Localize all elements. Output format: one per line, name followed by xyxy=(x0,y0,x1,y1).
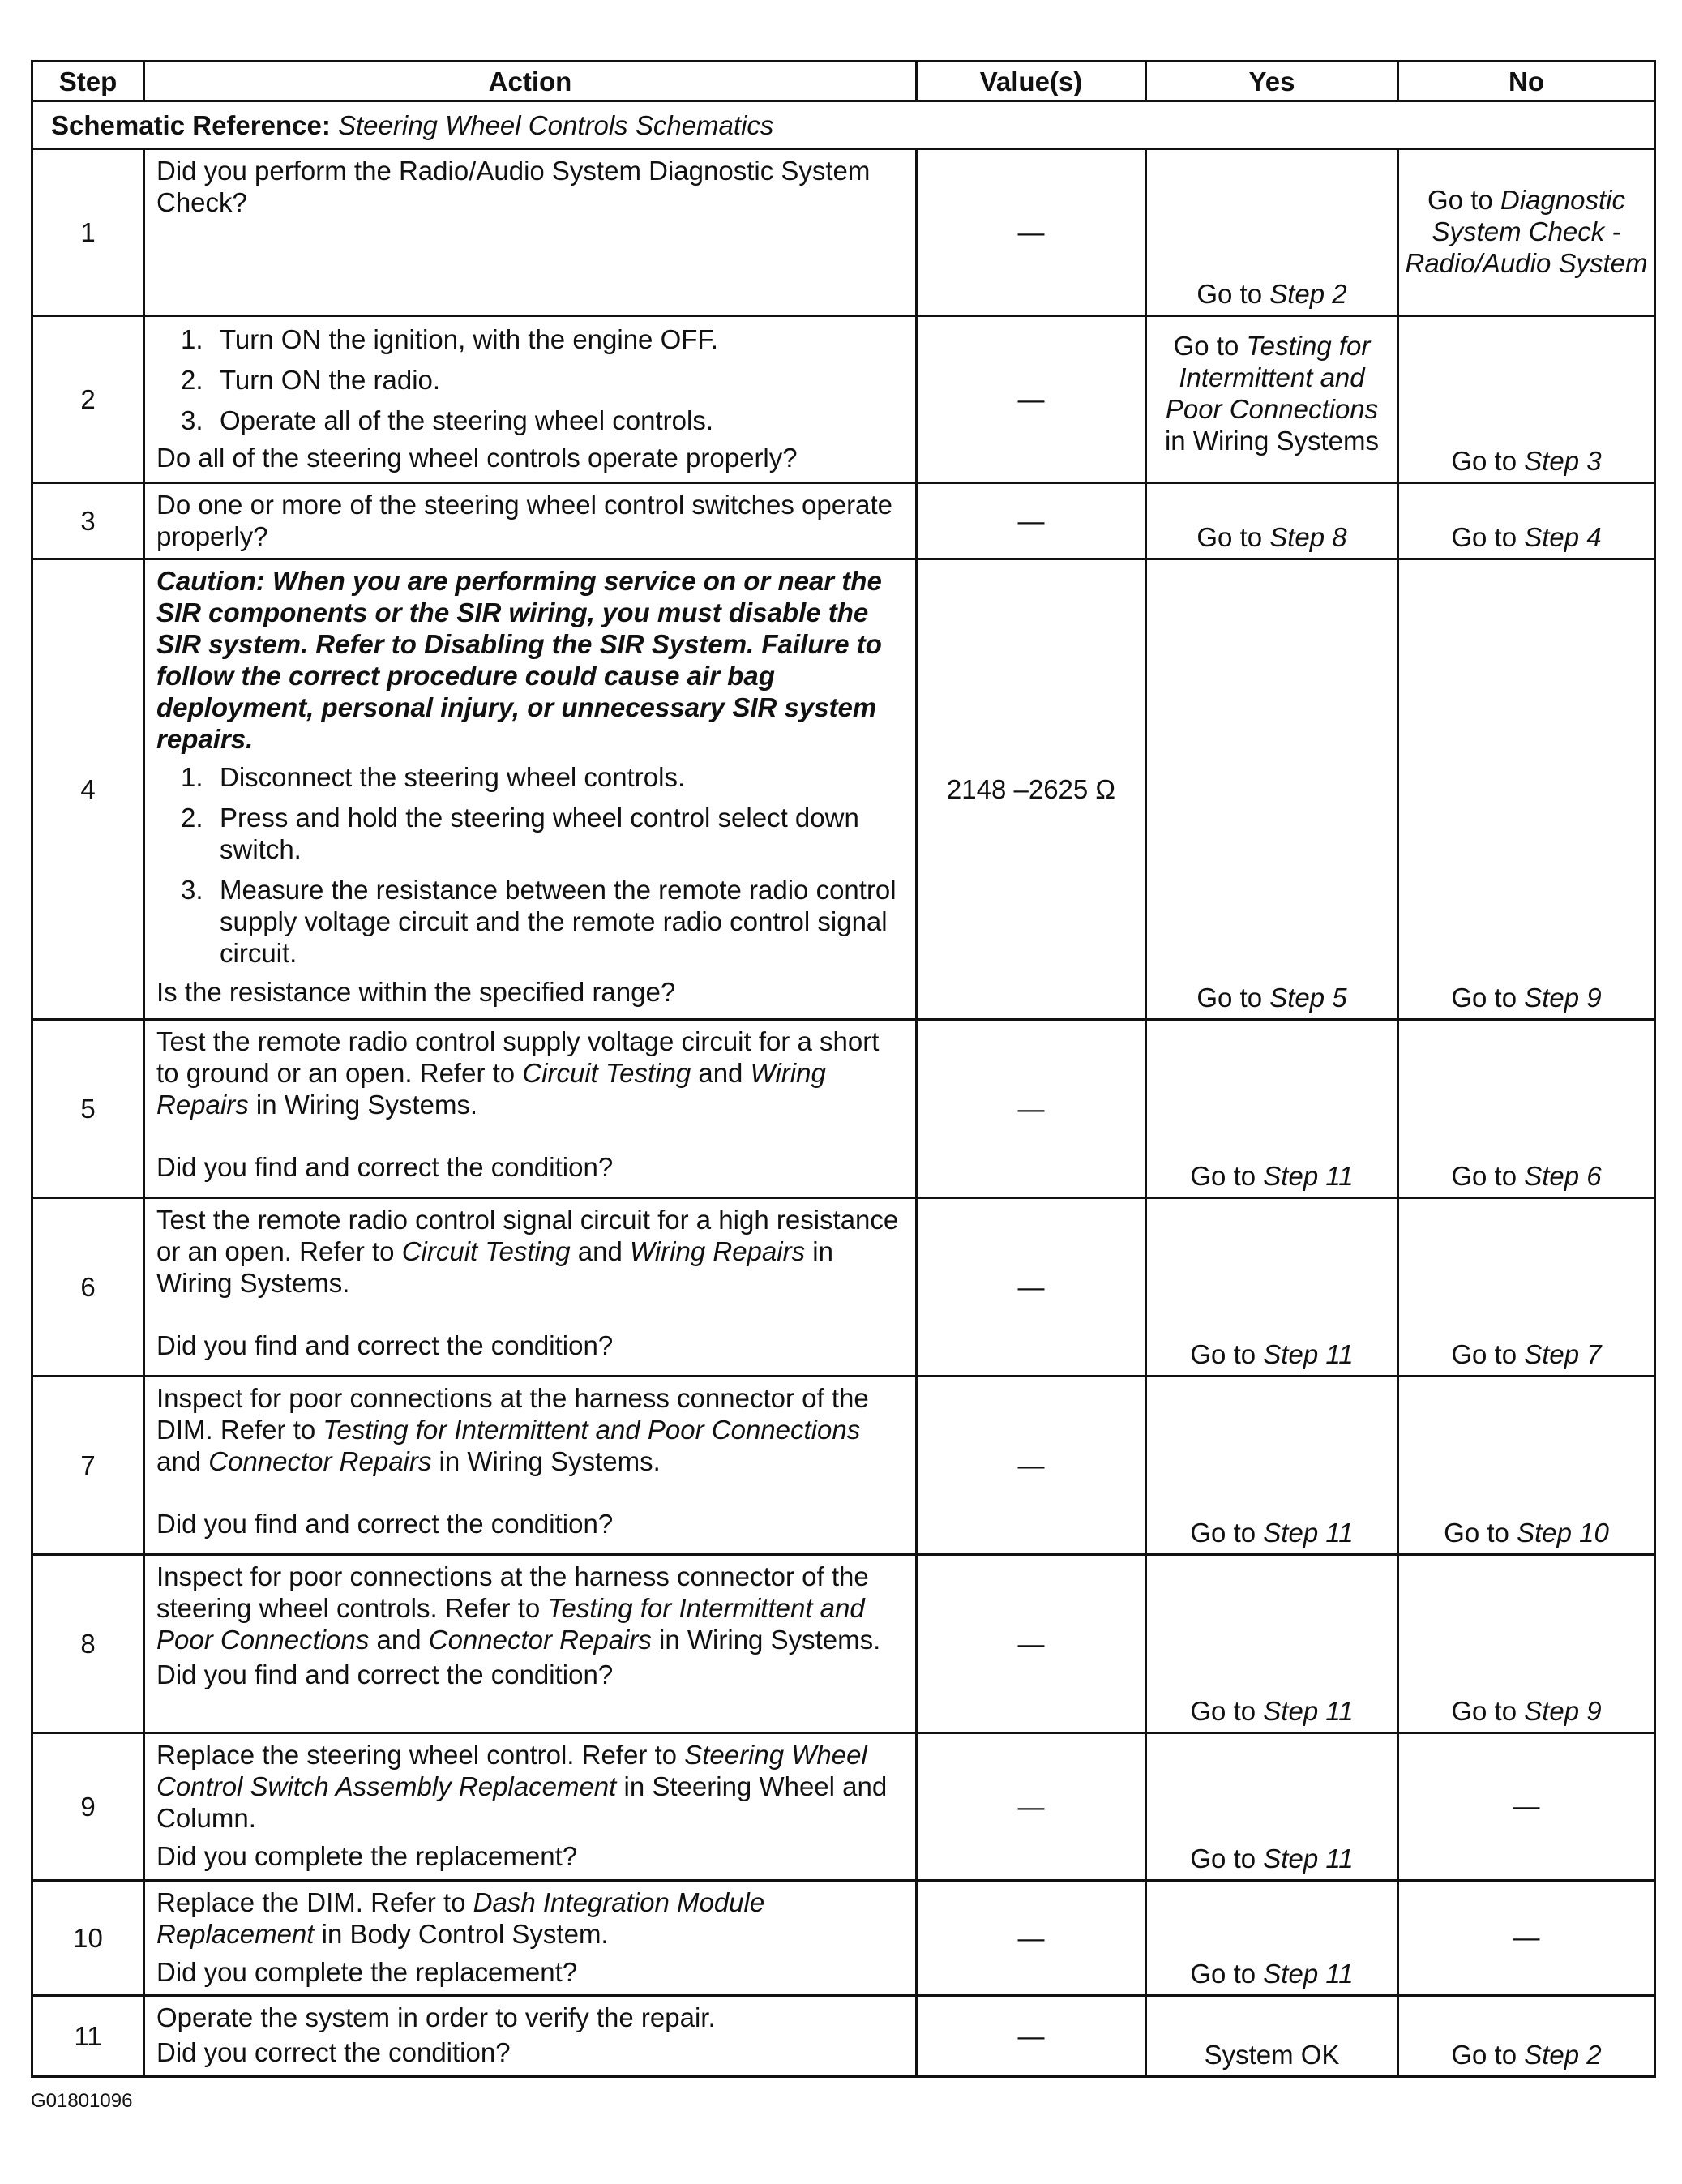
yes-cell: System OK xyxy=(1146,1996,1398,2077)
header-step: Step xyxy=(32,62,144,101)
table-row xyxy=(32,316,1655,483)
yes-cell: Go to Step 11 xyxy=(1146,1377,1398,1555)
step-link[interactable]: Step 10 xyxy=(1517,1518,1609,1548)
table-row xyxy=(32,1198,1655,1377)
table-row xyxy=(32,1020,1655,1198)
table-row xyxy=(32,1377,1655,1555)
list-item: 2. Turn ON the radio. xyxy=(181,365,441,395)
action-question: Did you find and correct the condition? xyxy=(156,1152,614,1182)
action-question: Did you find and correct the condition? xyxy=(156,1509,614,1539)
no-cell: Go to Step 4 xyxy=(1398,483,1655,559)
testing-link[interactable]: Testing for Intermittent and Poor Connections xyxy=(156,1593,865,1655)
no-cell: Go to Step 9 xyxy=(1398,1555,1655,1733)
table-row xyxy=(32,1996,1655,2077)
diagnostic-table-container xyxy=(31,60,1654,2078)
goto-text: Go to xyxy=(1196,279,1270,309)
step-link[interactable]: Step 11 xyxy=(1263,1696,1354,1726)
no-cell: Go to Step 3 xyxy=(1398,316,1655,483)
action-text: Inspect for poor connections at the harness connector of the steering wheel controls. Refer to Testing for Intermittent and Poor Connections and Connector Repairs in Wiring Systems. xyxy=(156,1561,881,1655)
value-cell: — xyxy=(917,316,1146,483)
action-cell xyxy=(144,483,917,559)
step-number: 2 xyxy=(32,316,144,483)
yes-cell: Go to Step 11 xyxy=(1146,1198,1398,1377)
figure-id: G01801096 xyxy=(31,2090,133,2112)
wiring-repairs-link[interactable]: Wiring Repairs xyxy=(629,1236,806,1266)
step-number: 7 xyxy=(32,1377,144,1555)
no-cell: Go to Step 10 xyxy=(1398,1377,1655,1555)
action-cell xyxy=(144,1555,917,1733)
step-number: 9 xyxy=(32,1733,144,1881)
circuit-testing-link[interactable]: Circuit Testing xyxy=(522,1058,691,1088)
no-cell: Go to Step 9 xyxy=(1398,559,1655,1020)
action-text: Did you perform the Radio/Audio System Diagnostic System Check? xyxy=(156,156,871,217)
action-cell xyxy=(144,316,917,483)
step-number: 4 xyxy=(32,559,144,1020)
step-link[interactable]: Step 11 xyxy=(1263,1959,1354,1989)
value-cell: 2148 –2625 Ω xyxy=(917,559,1146,1020)
action-cell xyxy=(144,1996,917,2077)
action-text: Test the remote radio control supply voltage circuit for a short to ground or an open. Refer to Circuit Testing and Wiring Repairs in Wiring Systems. xyxy=(156,1026,880,1120)
step-number: 6 xyxy=(32,1198,144,1377)
table-row xyxy=(32,559,1655,1020)
yes-cell: Go to Step 11 xyxy=(1146,1555,1398,1733)
schematic-label: Schematic Reference: xyxy=(51,109,331,140)
action-steps xyxy=(156,323,905,436)
action-question: Did you find and correct the condition? xyxy=(156,1659,614,1689)
yes-cell xyxy=(1146,149,1398,316)
no-cell xyxy=(1398,149,1655,316)
step-link[interactable]: Step 7 xyxy=(1524,1339,1602,1369)
action-text: Inspect for poor connections at the harness connector of the DIM. Refer to Testing for Intermittent and Poor Connections and Connector Repairs in Wiring Systems. xyxy=(156,1383,869,1476)
schematic-link[interactable]: Steering Wheel Controls Schematics xyxy=(338,109,774,140)
yes-cell: Go to Step 11 xyxy=(1146,1020,1398,1198)
value-cell: — xyxy=(917,1733,1146,1881)
list-item: 2. Press and hold the steering wheel control select down switch. xyxy=(181,803,859,864)
list-item: 1. Disconnect the steering wheel controls. xyxy=(181,762,686,792)
no-cell: Go to Step 6 xyxy=(1398,1020,1655,1198)
list-item: 3. Operate all of the steering wheel controls. xyxy=(181,405,714,435)
action-cell xyxy=(144,1377,917,1555)
action-steps xyxy=(156,761,905,969)
action-question: Is the resistance within the specified range? xyxy=(156,977,676,1007)
list-item: 3. Measure the resistance between the remote radio control supply voltage circuit and the remote radio control signal circuit. xyxy=(181,875,897,968)
header-no: No xyxy=(1398,62,1655,101)
step-link[interactable]: Step 8 xyxy=(1269,522,1347,552)
step-link[interactable]: Step 11 xyxy=(1263,1339,1354,1369)
action-text: Do one or more of the steering wheel control switches operate properly? xyxy=(156,490,892,551)
action-question: Did you complete the replacement? xyxy=(156,1957,578,1987)
header-row xyxy=(32,62,1655,101)
no-cell: Go to Step 7 xyxy=(1398,1198,1655,1377)
yes-cell: Go to Testing for Intermittent and Poor Connections in Wiring Systems xyxy=(1146,316,1398,483)
step-number: 11 xyxy=(32,1996,144,2077)
action-cell xyxy=(144,149,917,316)
header-yes: Yes xyxy=(1146,62,1398,101)
action-cell xyxy=(144,1733,917,1881)
value-cell: — xyxy=(917,149,1146,316)
step-link[interactable]: Step 9 xyxy=(1524,983,1602,1013)
value-cell: — xyxy=(917,1198,1146,1377)
yes-cell: Go to Step 8 xyxy=(1146,483,1398,559)
step-number: 1 xyxy=(32,149,144,316)
circuit-testing-link[interactable]: Circuit Testing xyxy=(401,1236,571,1266)
diagnostic-check-link[interactable]: Diagnostic System Check - Radio/Audio System xyxy=(1405,185,1648,278)
action-question: Did you complete the replacement? xyxy=(156,1841,578,1871)
value-cell: — xyxy=(917,483,1146,559)
testing-link[interactable]: Testing for Intermittent and Poor Connections xyxy=(323,1415,861,1445)
list-item: 1. Turn ON the ignition, with the engine OFF. xyxy=(181,324,719,354)
no-cell: — xyxy=(1398,1733,1655,1881)
table-row xyxy=(32,149,1655,316)
replacement-link[interactable]: Steering Wheel Control Switch Assembly Replacement xyxy=(156,1740,867,1801)
wiring-repairs-link[interactable]: Wiring Repairs xyxy=(156,1058,826,1120)
action-cell xyxy=(144,1198,917,1377)
step-number: 3 xyxy=(32,483,144,559)
step-link[interactable]: Step 11 xyxy=(1263,1161,1354,1191)
table-row xyxy=(32,1881,1655,1996)
action-cell xyxy=(144,559,917,1020)
action-text: Test the remote radio control signal circuit for a high resistance or an open. Refer to Circuit Testing and Wiring Repairs in Wiring Systems. xyxy=(156,1205,899,1298)
caution-text: Caution: When you are performing service on or near the SIR components or the SIR wiring, you must disable the SIR system. Refer to Disabling the SIR System. Failure to follow the correct procedure could cause air bag deployment, personal injury, or unnecessary SIR system repairs. xyxy=(156,566,882,754)
value-cell: — xyxy=(917,1996,1146,2077)
testing-link[interactable]: Testing for Intermittent and Poor Connections xyxy=(1165,331,1379,424)
action-text: Replace the DIM. Refer to Dash Integration Module Replacement in Body Control System. xyxy=(156,1887,765,1949)
step-link[interactable]: Step 11 xyxy=(1263,1518,1354,1548)
action-question: Do all of the steering wheel controls operate properly? xyxy=(156,443,798,473)
table-row xyxy=(32,1555,1655,1733)
step-number: 8 xyxy=(32,1555,144,1733)
step-link[interactable]: Step 6 xyxy=(1524,1161,1602,1191)
step-link[interactable]: Step 5 xyxy=(1269,983,1347,1013)
schematic-reference xyxy=(32,101,1655,149)
no-cell: Go to Step 2 xyxy=(1398,1996,1655,2077)
step-link[interactable]: Step 3 xyxy=(1524,446,1602,476)
step-link[interactable]: Step 11 xyxy=(1263,1844,1354,1874)
header-action: Action xyxy=(144,62,917,101)
action-question: Did you find and correct the condition? xyxy=(156,1330,614,1360)
connector-repairs-link[interactable]: Connector Repairs xyxy=(428,1625,652,1655)
value-cell: — xyxy=(917,1555,1146,1733)
no-cell: — xyxy=(1398,1881,1655,1996)
step-link[interactable]: Step 9 xyxy=(1524,1696,1602,1726)
value-cell: — xyxy=(917,1377,1146,1555)
step-link[interactable]: Step 2 xyxy=(1524,2040,1602,2070)
step-link[interactable]: Step 2 xyxy=(1269,279,1347,309)
value-cell: — xyxy=(917,1020,1146,1198)
action-cell xyxy=(144,1881,917,1996)
goto-text: Go to xyxy=(1427,185,1500,215)
action-question: Did you correct the condition? xyxy=(156,2037,511,2067)
action-cell xyxy=(144,1020,917,1198)
yes-cell: Go to Step 5 xyxy=(1146,559,1398,1020)
connector-repairs-link[interactable]: Connector Repairs xyxy=(208,1446,432,1476)
step-number: 10 xyxy=(32,1881,144,1996)
action-text: Replace the steering wheel control. Refer to Steering Wheel Control Switch Assembly Replacement in Steering Wheel and Column. xyxy=(156,1740,888,1833)
table-row xyxy=(32,1733,1655,1881)
yes-cell: Go to Step 11 xyxy=(1146,1733,1398,1881)
schematic-reference-row xyxy=(32,101,1655,149)
header-values: Value(s) xyxy=(917,62,1146,101)
table-row xyxy=(32,483,1655,559)
yes-cell: Go to Step 11 xyxy=(1146,1881,1398,1996)
value-cell: — xyxy=(917,1881,1146,1996)
step-link[interactable]: Step 4 xyxy=(1524,522,1602,552)
diagnostic-table xyxy=(31,60,1656,2078)
step-number: 5 xyxy=(32,1020,144,1198)
action-text: Operate the system in order to verify the repair. xyxy=(156,2002,716,2032)
replacement-link[interactable]: Dash Integration Module Replacement xyxy=(156,1887,765,1949)
